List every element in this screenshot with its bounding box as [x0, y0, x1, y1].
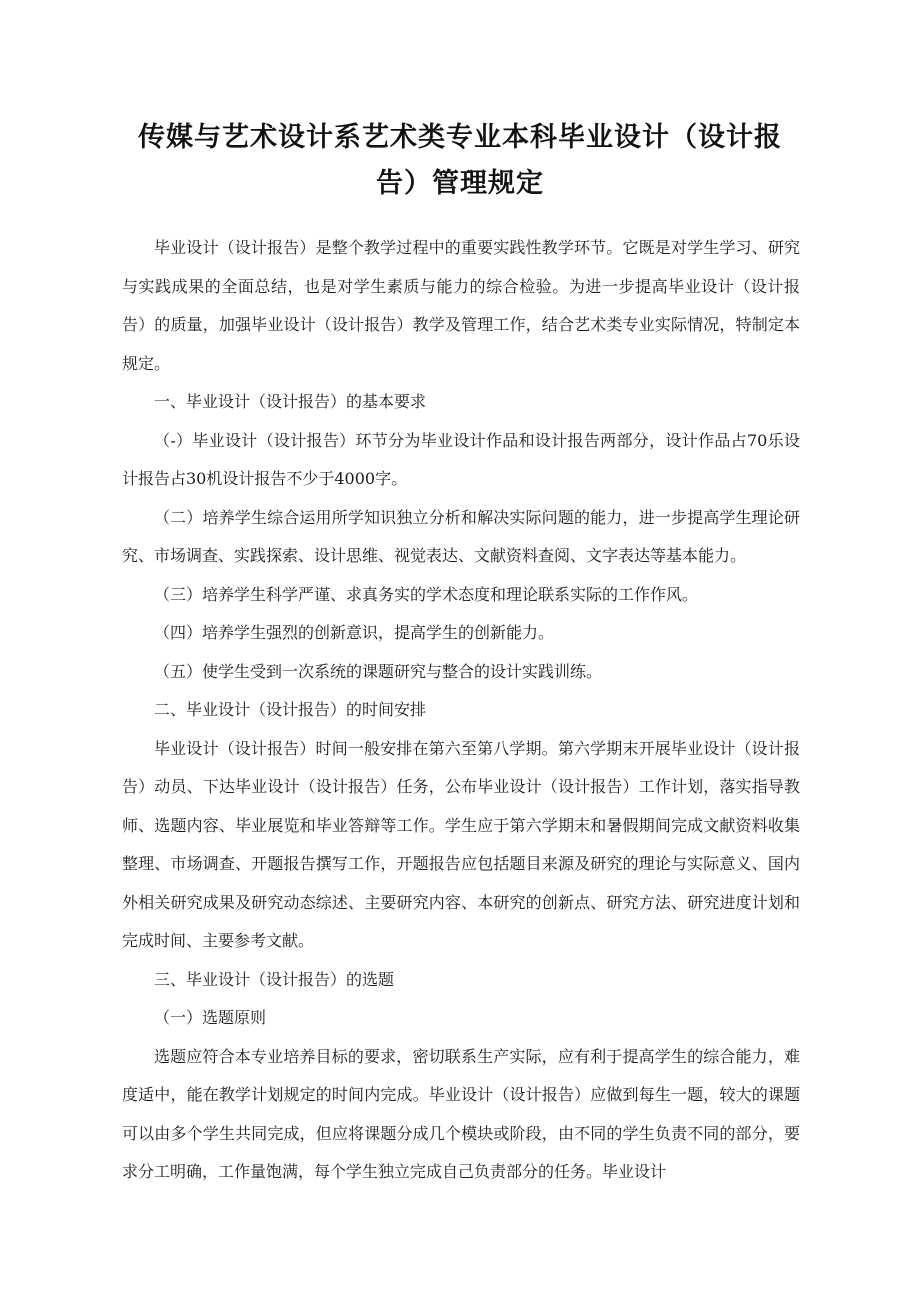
document-body [122, 229, 800, 1192]
section-heading-basic-requirements: 一、毕业设计（设计报告）的基本要求 [154, 392, 427, 411]
section-heading-topic-selection: 三、毕业设计（设计报告）的选题 [154, 969, 395, 989]
intro-paragraph: 毕业设计（设计报告）是整个教学过程中的重要实践性教学环节。它既是对学生学习、研究与实践成果的全面总结，也是对学生素质与能力的综合检验。为进一步提高毕业设计（设计报告）的质量，加强毕业设计（设计报告）教学及管理工作，结合艺术类专业实际情况，特制定本规定。 [122, 238, 800, 373]
document-title-line-2: 告）管理规定 [376, 168, 544, 199]
requirement-item-2: （二）培养学生综合运用所学知识独立分析和解决实际问题的能力，进一步提高学生理论研究、市场调查、实践探索、设计思维、视觉表达、文献资料查阅、文字表达等基本能力。 [122, 507, 800, 565]
requirement-item-4: （四）培养学生强烈的创新意识，提高学生的创新能力。 [154, 623, 555, 642]
requirement-item-3: （三）培养学生科学严谨、求真务实的学术态度和理论联系实际的工作作风。 [154, 584, 699, 604]
document-title-line-1: 传媒与艺术设计系艺术类专业本科毕业设计（设计报 [138, 122, 782, 153]
requirement-item-1: （-）毕业设计（设计报告）环节分为毕业设计作品和设计报告两部分，设计作品占70乐设计报告占30机设计报告不少于4000字。 [122, 430, 800, 488]
section-heading-schedule: 二、毕业设计（设计报告）的时间安排 [154, 700, 427, 719]
requirement-item-5: （五）使学生受到一次系统的课题研究与整合的设计实践训练。 [154, 661, 603, 681]
selection-principles-paragraph: 选题应符合本专业培养目标的要求，密切联系生产实际，应有利于提高学生的综合能力，难度适中，能在教学计划规定的时间内完成。毕业设计（设计报告）应做到每生一题，较大的课题可以由多个学生共同完成，但应将课题分成几个模块或阶段，由不同的学生负责不同的部分，要求分工明确，工作量饱满，每个学生独立完成自己负责部分的任务。毕业设计 [122, 1046, 800, 1181]
subheading-selection-principles: （一）选题原则 [154, 1008, 267, 1027]
schedule-paragraph: 毕业设计（设计报告）时间一般安排在第六至第八学期。第六学期末开展毕业设计（设计报告）动员、下达毕业设计（设计报告）任务，公布毕业设计（设计报告）工作计划，落实指导教师、选题内容、毕业展览和毕业答辩等工作。学生应于第六学期末和暑假期间完成文献资料收集整理、市场调查、开题报告撰写工作，开题报告应包括题目来源及研究的理论与实际意义、国内外相关研究成果及研究动态综述、主要研究内容、本研究的创新点、研究方法、研究进度计划和完成时间、主要参考文献。 [122, 738, 800, 950]
